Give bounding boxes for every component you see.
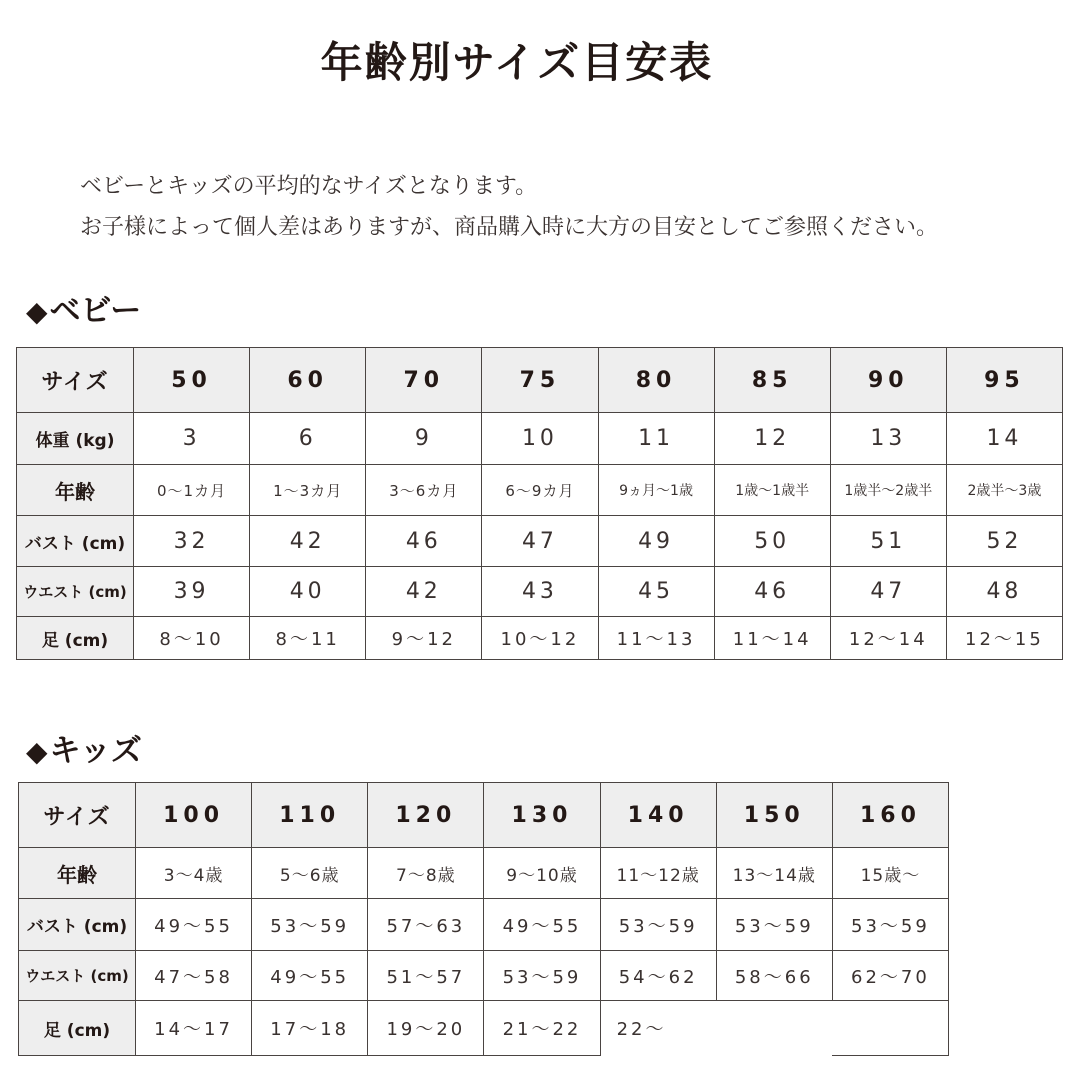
table-cell: 53～59	[716, 899, 832, 951]
table-cell: 1歳～1歳半	[714, 465, 830, 516]
table-cell: 3～6カ月	[366, 465, 482, 516]
table-cell: 7～8歳	[368, 848, 484, 899]
age-row	[19, 848, 949, 899]
waist-row	[17, 567, 1063, 617]
table-cell: 13～14歳	[716, 848, 832, 899]
size-header-cell: 120	[368, 783, 484, 848]
age-row	[17, 465, 1063, 516]
age-row-label: 年齢	[17, 465, 134, 516]
table-cell: 14	[946, 413, 1062, 465]
size-header-row	[19, 783, 949, 848]
table-cell: 47～58	[136, 951, 252, 1001]
size-header-cell: 70	[366, 348, 482, 413]
intro-text	[80, 166, 938, 248]
table-cell: 15歳～	[832, 848, 948, 899]
empty-cell	[716, 1001, 832, 1056]
kids-size-table	[18, 782, 949, 1056]
size-header-cell: 110	[252, 783, 368, 848]
table-cell: 9ヵ月～1歳	[598, 465, 714, 516]
table-cell: 10～12	[482, 617, 598, 660]
table-cell: 19～20	[368, 1001, 484, 1056]
size-row-label: サイズ	[19, 783, 136, 848]
size-header-cell: 150	[716, 783, 832, 848]
table-cell: 49～55	[252, 951, 368, 1001]
table-cell: 52	[946, 516, 1062, 567]
table-cell: 22～	[600, 1001, 716, 1056]
table-cell: 43	[482, 567, 598, 617]
size-header-row	[17, 348, 1063, 413]
table-cell: 10	[482, 413, 598, 465]
table-cell: 57～63	[368, 899, 484, 951]
table-cell: 46	[366, 516, 482, 567]
intro-line-1: ベビーとキッズの平均的なサイズとなります。	[80, 174, 538, 199]
foot-row-label: 足 (cm)	[19, 1001, 136, 1056]
waist-row-label: ウエスト (cm)	[19, 951, 136, 1001]
size-header-cell: 130	[484, 783, 600, 848]
waist-row-label: ウエスト (cm)	[17, 567, 134, 617]
table-cell: 58～66	[716, 951, 832, 1001]
size-header-cell: 140	[600, 783, 716, 848]
table-cell: 47	[830, 567, 946, 617]
table-cell: 5～6歳	[252, 848, 368, 899]
table-cell: 9～10歳	[484, 848, 600, 899]
table-cell: 49～55	[136, 899, 252, 951]
table-cell: 48	[946, 567, 1062, 617]
table-cell: 42	[250, 516, 366, 567]
table-cell: 12～14	[830, 617, 946, 660]
size-row-label: サイズ	[17, 348, 134, 413]
table-cell: 11	[598, 413, 714, 465]
page-title: 年齢別サイズ目安表	[320, 38, 714, 87]
table-cell: 11～12歳	[600, 848, 716, 899]
size-header-cell: 90	[830, 348, 946, 413]
diamond-bullet-icon: ◆	[26, 295, 48, 328]
table-cell: 53～59	[600, 899, 716, 951]
foot-row-label: 足 (cm)	[17, 617, 134, 660]
baby-heading-text: ベビー	[49, 293, 142, 329]
table-cell: 32	[134, 516, 250, 567]
kids-section-heading	[26, 725, 142, 770]
size-header-cell: 100	[136, 783, 252, 848]
size-header-cell: 95	[946, 348, 1062, 413]
table-cell: 46	[714, 567, 830, 617]
waist-row	[19, 951, 949, 1001]
bust-row	[17, 516, 1063, 567]
table-cell: 39	[134, 567, 250, 617]
table-cell: 11～13	[598, 617, 714, 660]
table-cell: 45	[598, 567, 714, 617]
table-cell: 21～22	[484, 1001, 600, 1056]
diamond-bullet-icon: ◆	[26, 735, 48, 768]
table-cell: 6～9カ月	[482, 465, 598, 516]
baby-size-table	[16, 347, 1063, 660]
table-cell: 42	[366, 567, 482, 617]
table-cell: 51～57	[368, 951, 484, 1001]
table-cell: 53～59	[484, 951, 600, 1001]
table-cell: 12	[714, 413, 830, 465]
table-cell: 53～59	[832, 899, 948, 951]
table-cell: 9	[366, 413, 482, 465]
table-cell: 53～59	[252, 899, 368, 951]
table-cell: 3～4歳	[136, 848, 252, 899]
table-cell: 40	[250, 567, 366, 617]
table-cell: 49	[598, 516, 714, 567]
size-header-cell: 60	[250, 348, 366, 413]
table-cell: 14～17	[136, 1001, 252, 1056]
table-cell: 12～15	[946, 617, 1062, 660]
table-cell: 54～62	[600, 951, 716, 1001]
table-cell: 11～14	[714, 617, 830, 660]
foot-row	[19, 1001, 949, 1056]
size-header-cell: 80	[598, 348, 714, 413]
bust-row	[19, 899, 949, 951]
table-cell: 3	[134, 413, 250, 465]
kids-heading-text: キッズ	[49, 733, 142, 769]
size-header-cell: 75	[482, 348, 598, 413]
bust-row-label: バスト (cm)	[17, 516, 134, 567]
table-cell: 1～3カ月	[250, 465, 366, 516]
intro-line-2: お子様によって個人差はありますが、商品購入時に大方の目安としてご参照ください。	[80, 215, 939, 240]
weight-row	[17, 413, 1063, 465]
foot-row	[17, 617, 1063, 660]
table-cell: 13	[830, 413, 946, 465]
table-cell: 47	[482, 516, 598, 567]
table-cell: 8～10	[134, 617, 250, 660]
table-cell: 62～70	[832, 951, 948, 1001]
table-cell: 49～55	[484, 899, 600, 951]
table-cell: 1歳半～2歳半	[830, 465, 946, 516]
table-cell: 17～18	[252, 1001, 368, 1056]
baby-section-heading	[26, 285, 141, 330]
age-row-label: 年齢	[19, 848, 136, 899]
weight-row-label: 体重 (kg)	[17, 413, 134, 465]
size-header-cell: 50	[134, 348, 250, 413]
table-cell: 0～1カ月	[134, 465, 250, 516]
size-header-cell: 85	[714, 348, 830, 413]
table-cell: 50	[714, 516, 830, 567]
table-cell: 9～12	[366, 617, 482, 660]
bust-row-label: バスト (cm)	[19, 899, 136, 951]
table-cell: 2歳半～3歳	[946, 465, 1062, 516]
table-cell: 51	[830, 516, 946, 567]
table-cell: 8～11	[250, 617, 366, 660]
table-cell: 6	[250, 413, 366, 465]
size-header-cell: 160	[832, 783, 948, 848]
empty-cell	[832, 1001, 948, 1056]
